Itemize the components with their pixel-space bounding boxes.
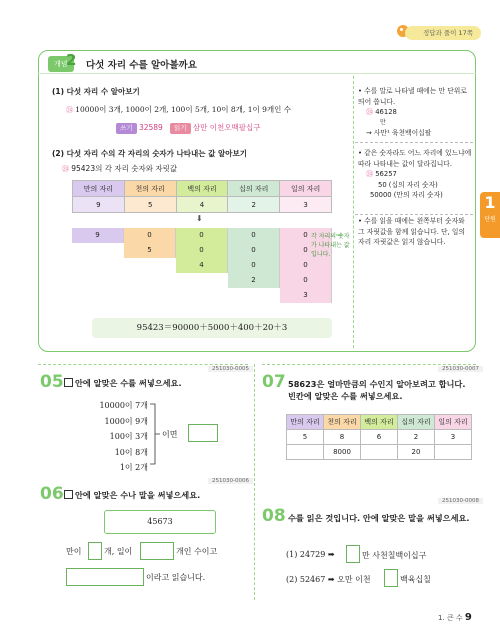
decomp-cell	[72, 288, 280, 303]
section2-title: (2) 다섯 자리 수의 각 자리의 숫자가 나타내는 값 알아보기	[52, 149, 247, 158]
decomp-cell: 0	[228, 228, 280, 243]
place-digit: 4	[176, 197, 228, 213]
place-digit: 2	[228, 197, 280, 213]
concept-number: 2	[66, 51, 77, 69]
decomp-cell	[72, 258, 176, 273]
decomp-cell: 2	[228, 273, 280, 288]
q05-question: 안에 알맞은 수를 써넣으세요.	[64, 378, 182, 389]
section2-example-text: 95423의 각 자리 숫자와 자릿값	[71, 164, 178, 173]
side-note-2-a: 50 (십의 자리 숫자)	[378, 180, 438, 189]
place-value-table	[72, 180, 332, 213]
footer	[438, 612, 472, 623]
footer-chapter: 1. 큰 수	[438, 614, 463, 622]
q08-item1	[286, 550, 335, 559]
q07-digit: 8	[324, 430, 361, 445]
q08-number: 08	[262, 506, 286, 526]
q05-suffix: 이면	[162, 430, 178, 439]
section-rule	[262, 364, 476, 365]
q08-answer-box-2[interactable]	[384, 569, 398, 587]
decomp-cell	[72, 243, 124, 258]
place-header: 천의 자리	[124, 181, 176, 197]
q07-digit: 5	[287, 430, 324, 445]
decomp-cell: 0	[176, 228, 228, 243]
q08-item1-text: 만 사천칠백이십구	[362, 551, 427, 560]
q08-item2-text-b: 백육십칠	[400, 575, 431, 584]
q07-question: 58623은 얼마만큼의 수인지 알아보려고 합니다. 빈칸에 알맞은 수를 써넣으세요.	[288, 379, 466, 401]
decomp-cell: 0	[176, 243, 228, 258]
q08-item2-text-a: 오만 이천	[337, 575, 371, 584]
place-header: 십의 자리	[228, 181, 280, 197]
q05-line: 1이 2개	[119, 463, 148, 472]
example-mark-icon: ㉔	[62, 165, 72, 173]
q06-code: 251030-0006	[208, 478, 253, 484]
unit-tab	[480, 192, 500, 238]
q07-code: 251030-0007	[438, 366, 483, 372]
q06-number: 06	[40, 484, 64, 504]
q08-question-text: 수를 읽은 것입니다. 안에 알맞은 말을 써넣으세요.	[288, 513, 470, 523]
decomp-cell: 0	[280, 273, 332, 288]
decomp-row	[72, 258, 332, 273]
column-divider	[254, 364, 255, 600]
side-note-1-example: ㉔ 46128	[366, 108, 397, 116]
section2-example	[62, 163, 177, 174]
decomp-equation: 95423＝90000＋5000＋400＋20＋3	[92, 318, 332, 338]
q07-value: 8000	[324, 445, 361, 460]
q06-question: 안에 알맞은 수나 말을 써넣으세요.	[64, 490, 200, 501]
q05-line: 10이 8개	[114, 447, 148, 457]
write-value: 32589	[138, 123, 163, 132]
q07-digit: 2	[398, 430, 435, 445]
q05-brace-icon	[150, 403, 160, 465]
place-digit: 9	[73, 197, 125, 213]
side-note-1-read: → 사만¹ 육천백이십팔	[366, 129, 432, 137]
q05-list	[86, 398, 148, 476]
concept-divider	[353, 76, 354, 348]
q07-value-input[interactable]	[435, 445, 472, 460]
q06-line1-b: 개, 일이	[104, 547, 133, 556]
decomp-cell: 5	[124, 243, 176, 258]
place-header: 만의 자리	[73, 181, 125, 197]
q06-line1-c: 개인 수이고	[176, 547, 218, 556]
q06-answer-box-3[interactable]	[66, 568, 144, 586]
read-value: 삼만 이천오백팔십구	[192, 123, 261, 132]
place-header: 백의 자리	[176, 181, 228, 197]
q07-table	[286, 414, 472, 460]
q05-line: 1000이 9개	[104, 416, 148, 426]
write-read-line	[116, 122, 261, 134]
decomp-cell: 3	[280, 288, 332, 303]
page-number: 9	[464, 612, 472, 623]
example-mark-icon: ㉔	[66, 106, 76, 114]
q07-header: 만의 자리	[287, 415, 324, 430]
decomp-cell: 0	[124, 228, 176, 243]
q06-answer-box-1[interactable]	[88, 542, 102, 560]
q06-answer-box-2[interactable]	[140, 542, 174, 560]
decomp-cell: 0	[228, 258, 280, 273]
side-note-2-example: ㉔ 56257	[366, 170, 397, 178]
read-label: 읽기	[170, 123, 191, 134]
place-digit: 3	[280, 197, 332, 213]
q05-line: 100이 3개	[109, 432, 148, 441]
place-header: 일의 자리	[280, 181, 332, 197]
q08-item2-number: (2) 52467	[286, 575, 326, 584]
side-note-2-b: 50000 (만의 자리 숫자)	[370, 191, 443, 199]
answer-ref-badge: 정답과 풀이 17쪽	[405, 26, 481, 40]
q08-item1-number: (1) 24729	[286, 550, 326, 559]
side-note-1-text: • 수를 말로 나타낼 때에는 만 단위로 띄어 씁니다.	[358, 87, 467, 106]
decomp-cell	[72, 273, 228, 288]
down-arrow-icon: ⬇	[196, 214, 203, 223]
decomp-row	[72, 228, 332, 243]
section1-title: (1) 다섯 자리 수 알아보기	[52, 87, 140, 96]
side-note-1-man: 만	[380, 118, 386, 126]
arrow-right-icon: ➡	[327, 550, 335, 559]
section-rule	[38, 364, 248, 365]
q05-answer-box[interactable]	[188, 424, 218, 442]
q07-header: 십의 자리	[398, 415, 435, 430]
q05-line: 10000이 7개	[99, 401, 148, 410]
blank-box-icon	[64, 490, 73, 499]
section1-example-text: 10000이 3개, 1000이 2개, 100이 5개, 10이 8개, 1이 9개인 수	[75, 105, 291, 114]
decomp-cell: 0	[280, 243, 332, 258]
q08-answer-box-1[interactable]	[346, 545, 360, 563]
decomp-row	[72, 273, 332, 288]
q06-line2: 이라고 읽습니다.	[146, 573, 206, 582]
q07-digit: 3	[435, 430, 472, 445]
side-note-1	[358, 86, 472, 139]
decomp-cell: 4	[176, 258, 228, 273]
side-note-2	[358, 148, 472, 201]
decomp-cell: 0	[228, 243, 280, 258]
q07-header: 일의 자리	[435, 415, 472, 430]
concept-title: 다섯 자리 수를 알아볼까요	[86, 60, 197, 71]
decomp-row	[72, 288, 332, 303]
side-note-3: • 수를 읽을 때에는 왼쪽부터 숫자와 그 자릿값을 함께 읽습니다. 단, 일의 자리 자릿값은 읽지 않습니다.	[358, 217, 466, 246]
q07-value: 20	[398, 445, 435, 460]
concept-tag: 개념	[48, 56, 74, 72]
side-note-divider	[355, 142, 473, 143]
arrow-right-icon: ➡	[327, 575, 335, 584]
decomp-row	[72, 243, 332, 258]
unit-number: 1	[484, 193, 496, 212]
blank-box-icon	[64, 378, 73, 387]
q05-number: 05	[40, 372, 64, 392]
unit-label: 단원	[484, 216, 496, 223]
decomp-cell: 9	[72, 228, 124, 243]
q08-item2	[286, 574, 371, 585]
decomp-cell: 0	[280, 228, 332, 243]
q06-given-number: 45673	[104, 510, 216, 534]
q07-value-input[interactable]	[287, 445, 324, 460]
place-digit: 5	[124, 197, 176, 213]
q05-code: 251030-0005	[208, 366, 253, 372]
q07-digit: 6	[361, 430, 398, 445]
write-label: 쓰기	[116, 123, 137, 134]
decomp-cell: 0	[280, 258, 332, 273]
side-note-2-text: • 같은 숫자라도 어느 자리에 있느냐에 따라 나타내는 값이 달라집니다.	[358, 149, 472, 168]
decomposition-grid	[72, 228, 332, 303]
section1-example	[66, 104, 291, 115]
q07-value-input[interactable]	[361, 445, 398, 460]
q08-question	[288, 512, 472, 524]
side-note-divider	[355, 214, 473, 215]
q07-header: 백의 자리	[361, 415, 398, 430]
q07-number: 07	[262, 372, 286, 392]
side-label: 각 자리의 숫자가 나타내는 값입니다.	[311, 233, 350, 258]
q08-code: 251030-0008	[438, 498, 483, 504]
q06-line1-a: 만이	[66, 547, 82, 556]
q07-header: 천의 자리	[324, 415, 361, 430]
